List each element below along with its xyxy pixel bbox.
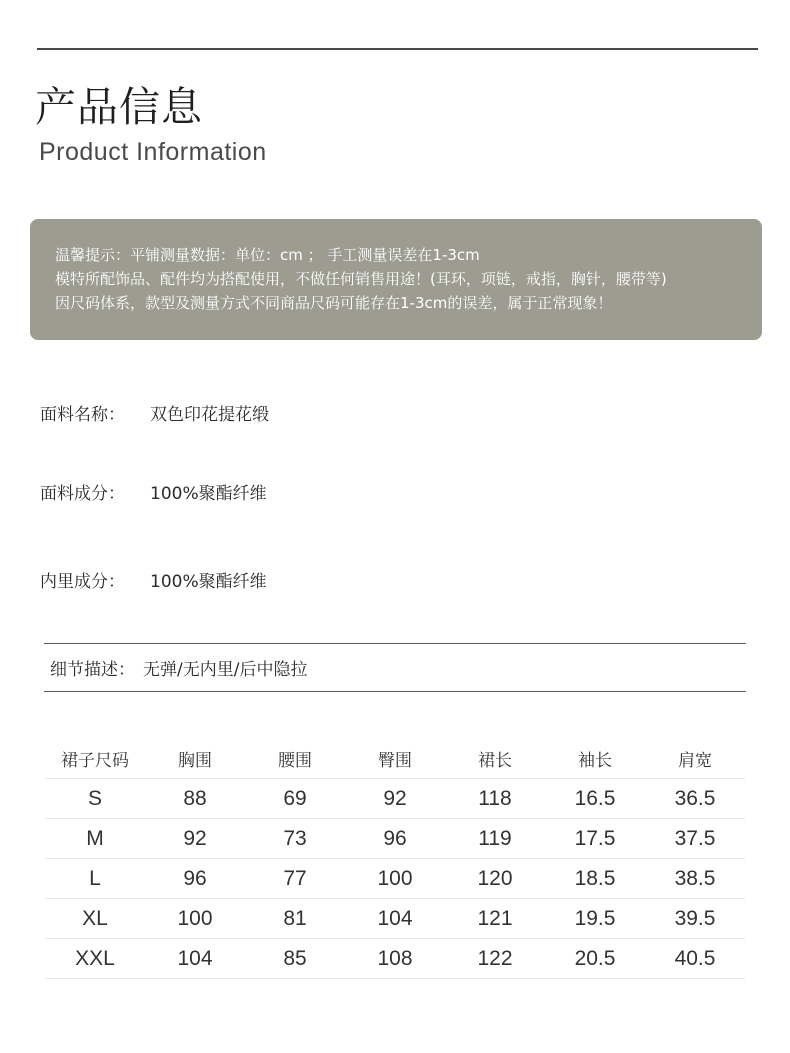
attr-label: 面料成分： [40,484,125,504]
table-cell: 20.5 [545,939,645,979]
header-cell: 裙子尺码 [45,738,145,779]
table-row [45,939,745,979]
table-cell: 88 [145,779,245,819]
header-cell: 臀围 [345,738,445,779]
detail-value: 无弹/无内里/后中隐拉 [143,660,308,680]
size-table-header [45,738,745,779]
table-cell: 18.5 [545,859,645,899]
table-cell: S [45,779,145,819]
table-cell: 96 [145,859,245,899]
table-cell: 17.5 [545,819,645,859]
table-cell: 118 [445,779,545,819]
table-cell: 92 [345,779,445,819]
header-cell: 袖长 [545,738,645,779]
detail-row [50,655,307,680]
header-cell: 胸围 [145,738,245,779]
table-cell: 38.5 [645,859,745,899]
page-subtitle: Product Information [39,138,267,166]
header-cell: 肩宽 [645,738,745,779]
attr-value: 100%聚酯纤维 [150,572,267,592]
attr-value: 100%聚酯纤维 [150,484,267,504]
table-cell: 104 [145,939,245,979]
attr-label: 面料名称： [40,405,125,425]
table-row [45,859,745,899]
table-cell: 92 [145,819,245,859]
table-cell: 85 [245,939,345,979]
table-cell: 104 [345,899,445,939]
notice-line: 温馨提示：平铺测量数据：单位：cm ； 手工测量误差在1-3cm [55,246,480,264]
table-cell: 121 [445,899,545,939]
size-table [45,738,745,979]
table-cell: 100 [345,859,445,899]
header-cell: 裙长 [445,738,545,779]
header-cell: 腰围 [245,738,345,779]
notice-line: 因尺码体系，款型及测量方式不同商品尺码可能存在1-3cm的误差，属于正常现象！ [55,294,613,312]
attr-label: 内里成分： [40,572,125,592]
notice-line: 模特所配饰品、配件均为搭配使用，不做任何销售用途！(耳环，项链，戒指，胸针，腰带等) [55,270,667,288]
table-cell: 39.5 [645,899,745,939]
table-cell: 96 [345,819,445,859]
notice-box [30,219,762,340]
table-cell: M [45,819,145,859]
table-cell: 36.5 [645,779,745,819]
table-cell: 77 [245,859,345,899]
table-cell: 73 [245,819,345,859]
table-cell: 69 [245,779,345,819]
table-cell: 100 [145,899,245,939]
page-title: 产品信息 [35,83,203,131]
table-cell: 16.5 [545,779,645,819]
table-cell: 122 [445,939,545,979]
table-cell: 37.5 [645,819,745,859]
table-cell: XXL [45,939,145,979]
table-cell: 120 [445,859,545,899]
detail-top-divider [44,643,746,644]
detail-label: 细节描述： [50,660,135,680]
table-cell: 119 [445,819,545,859]
table-row [45,899,745,939]
table-cell: 19.5 [545,899,645,939]
table-row [45,779,745,819]
top-divider [37,48,758,50]
table-row [45,819,745,859]
table-cell: L [45,859,145,899]
detail-bottom-divider [44,691,746,692]
table-cell: 81 [245,899,345,939]
attr-value: 双色印花提花缎 [150,405,269,425]
table-cell: XL [45,899,145,939]
table-cell: 108 [345,939,445,979]
table-cell: 40.5 [645,939,745,979]
